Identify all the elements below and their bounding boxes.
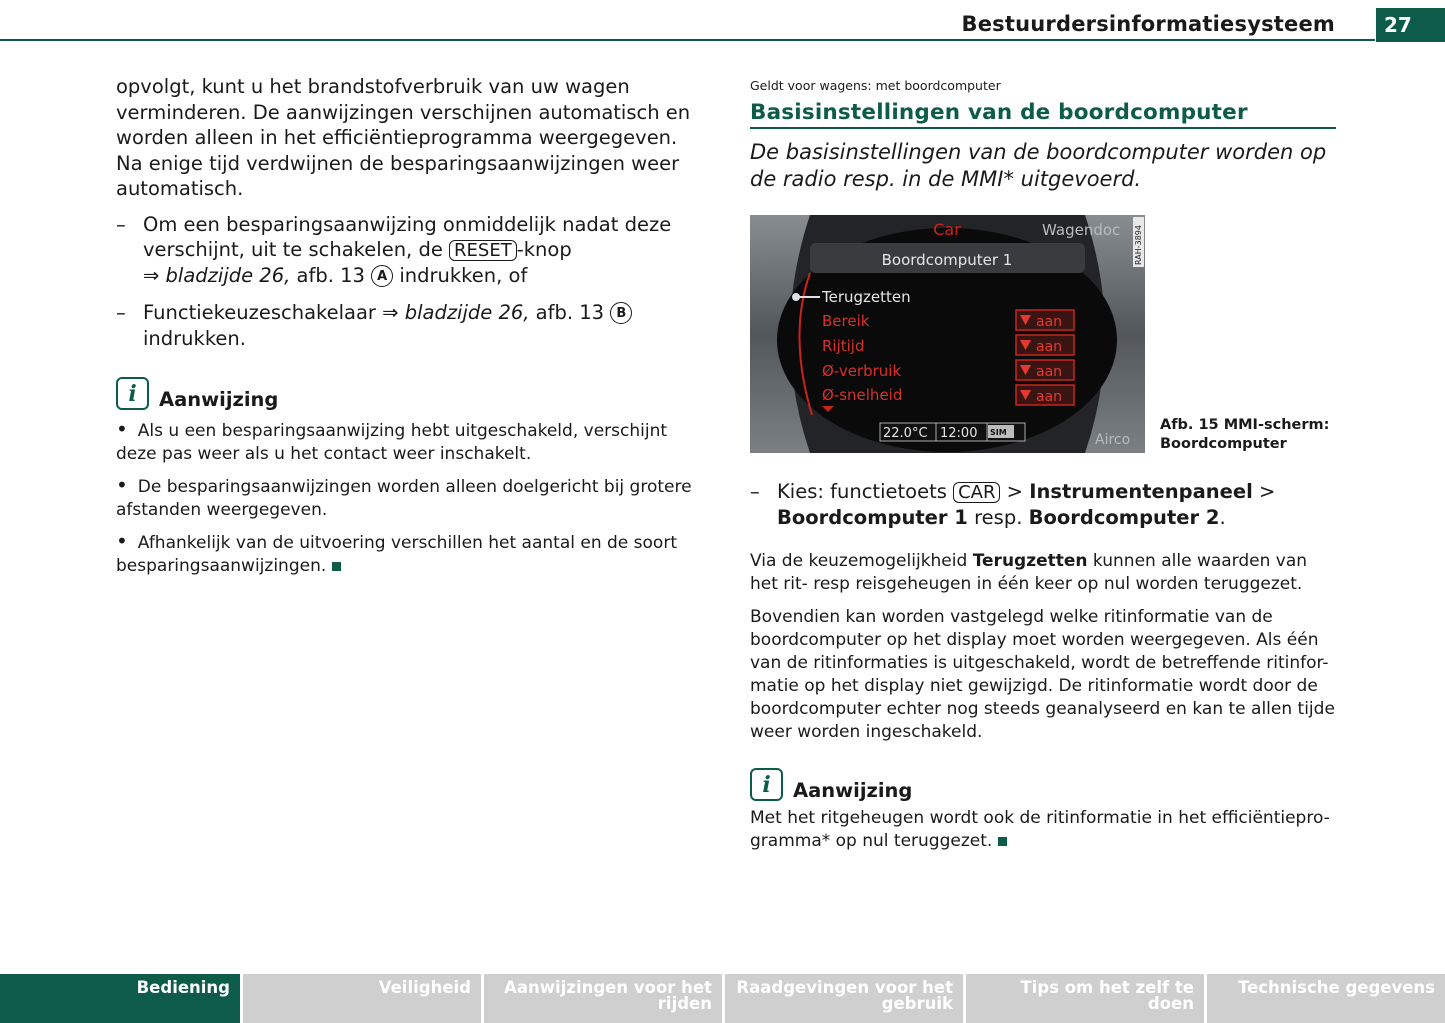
dash-marker: – xyxy=(116,301,126,324)
page-reference[interactable]: ⇒ bladzijde 26, xyxy=(143,263,291,287)
mmi-tab-car: Car xyxy=(933,220,961,239)
reset-key: RESET xyxy=(449,240,517,261)
mmi-item-value: aan xyxy=(1036,389,1063,405)
right-column-top xyxy=(750,78,1340,193)
mmi-temperature: 22.0°C xyxy=(883,426,928,441)
note-title: Aanwijzing xyxy=(793,779,913,802)
note-heading xyxy=(116,377,701,410)
lead-text: De basisinstellingen van de boordcomputer worden op de radio resp. in de MMI* uitgevoerd. xyxy=(750,139,1327,191)
intro-paragraph: opvolgt, kunt u het brandstofverbruik van uw wagen verminderen. De aanwijzingen verschijnen automatisch en worden alleen in het efficiëntieprogramma weergegeven. Na enige tijd verdwijnen de besparingsaanwijzingen weer automatisch. xyxy=(116,75,691,200)
dash-marker: – xyxy=(116,212,126,236)
footer-tab-raadgevingen[interactable]: Raadgevingen voor het gebruik xyxy=(725,974,963,1023)
info-icon: i xyxy=(750,768,783,801)
end-marker xyxy=(332,562,341,571)
mmi-item-value: aan xyxy=(1036,364,1063,380)
note-bullet: • Afhankelijk van de uitvoering verschillen het aantal en de soort besparingsaanwijzingen. xyxy=(116,529,677,576)
mmi-graphic xyxy=(750,215,1145,453)
running-header: Bestuurdersinformatiesysteem xyxy=(961,12,1335,36)
right-column-bottom xyxy=(750,479,1340,863)
callout-b: B xyxy=(610,302,632,324)
mmi-item-label: Rijtijd xyxy=(822,337,865,355)
info-icon: i xyxy=(116,377,149,410)
applies-label: Geldt voor wagens: met boordcomputer xyxy=(750,78,1001,93)
mmi-menu-title: Boordcomputer 1 xyxy=(881,251,1013,269)
mmi-time: 12:00 xyxy=(940,426,978,441)
note-bullet: • Als u een besparingsaanwijzing hebt uitgeschakeld, verschijnt deze pas weer als u het contact weer inschakelt. xyxy=(116,417,668,464)
callout-a: A xyxy=(371,265,393,287)
mmi-item-value: aan xyxy=(1036,339,1063,355)
mmi-screen xyxy=(750,215,1145,453)
mmi-image-code: RAH-3894 xyxy=(1134,225,1143,265)
page-number: 27 xyxy=(1376,8,1445,42)
footer-tab-aanwijzingen[interactable]: Aanwijzingen voor het rijden xyxy=(484,974,722,1023)
section-title: Basisinstellingen van de boordcomputer xyxy=(750,100,1248,125)
paragraph-display: Bovendien kan worden vastgelegd welke ritinformatie van de boordcomputer op het display moet worden weergegeven. Als één van de ritinformaties is uitgeschakeld, wordt de betreffende ritinfor-matie op het display niet gewijzigd. De ritinformatie wordt door de boordcomputer echter nog steeds geanalyseerd en kan te allen tijde weer worden ingeschakeld. xyxy=(750,607,1335,742)
mmi-airco: Airco xyxy=(1095,432,1131,448)
mmi-reset-item: Terugzetten xyxy=(822,288,911,306)
end-marker xyxy=(998,837,1007,846)
page-reference[interactable]: bladzijde 26, xyxy=(404,301,530,324)
instruction-selector: – Functiekeuzeschakelaar ⇒ bladzijde 26, afb. 13 B indrukken. xyxy=(116,300,701,351)
footer-tab-veiligheid[interactable]: Veiligheid xyxy=(243,974,481,1023)
instruction-car: – Kies: functietoets CAR > Instrumentenpaneel > Boordcomputer 1 resp. Boordcomputer 2. xyxy=(750,480,1276,529)
dash-marker: – xyxy=(750,480,760,503)
mmi-item-label: Ø-verbruik xyxy=(822,362,902,380)
instruction-reset: – Om een besparingsaanwijzing onmiddelijk nadat deze verschijnt, uit te schakelen, de RESET -knop ⇒ bladzijde 26, afb. 13 A indrukken, of xyxy=(116,212,672,287)
note-text: Met het ritgeheugen wordt ook de ritinformatie in het efficiëntiepro-gramma* op nul teruggezet. xyxy=(750,808,1330,851)
figure-caption: Afb. 15 MMI-scherm: Boordcomputer xyxy=(1160,417,1330,452)
footer-tab-bediening[interactable]: Bediening xyxy=(0,974,240,1023)
note-title: Aanwijzing xyxy=(159,388,279,411)
note-heading xyxy=(750,768,1340,801)
mmi-item-label: Ø-snelheid xyxy=(822,386,903,404)
section-rule xyxy=(750,127,1336,129)
footer-tab-technische[interactable]: Technische gegevens xyxy=(1207,974,1445,1023)
paragraph-reset: Via de keuzemogelijkheid Terugzetten kunnen alle waarden van het rit- resp reisgeheugen in één keer op nul worden teruggezet. xyxy=(750,551,1308,594)
mmi-tab-wagendoc: Wagendoc xyxy=(1042,221,1121,239)
footer-nav xyxy=(0,974,1445,1023)
header-rule xyxy=(0,39,1375,41)
mmi-item-label: Bereik xyxy=(822,312,870,330)
mmi-item-value: aan xyxy=(1036,314,1063,330)
car-key: CAR xyxy=(953,482,1000,503)
left-column xyxy=(116,74,701,584)
mmi-sim: SIM xyxy=(990,428,1007,437)
footer-tab-tips[interactable]: Tips om het zelf te doen xyxy=(966,974,1204,1023)
note-bullet: • De besparingsaanwijzingen worden alleen doelgericht bij grotere afstanden weergegeven. xyxy=(116,473,692,520)
